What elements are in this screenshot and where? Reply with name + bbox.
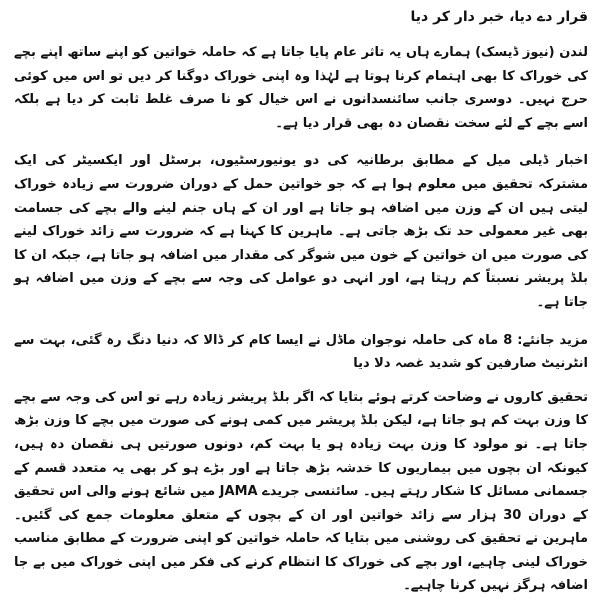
related-article-link[interactable]: مزید جانئے: 8 ماہ کی حاملہ نوجوان ماڈل نے ایسا کام کر ڈالا کہ دنیا دنگ رہ گئی، بہت سے انٹرنیٹ صارفین کو شدید غصہ دلا دیا xyxy=(14,332,589,372)
article-paragraph: لندن (نیوز ڈیسک) ہمارے ہاں یہ تاثر عام پایا جاتا ہے کہ حاملہ خواتین کو اپنے ساتھ اپنے بچے کی خوراک کا بھی اہتمام کرنا ہوتا ہے لہٰذا وہ اپنی خوراک دوگنا کر دیں تو اس میں کوئی حرج نہیں۔ دوسری جانب سائنسدانوں نے اس خیال کو نا صرف غلط ثابت کر دیا ہے بلکہ اسے بچے کے لئے سخت نقصان دہ بھی قرار دیا ہے۔ xyxy=(14,45,588,131)
article-paragraph: اخبار ڈیلی میل کے مطابق برطانیہ کی دو یونیورسٹیوں، برسٹل اور ایکسیٹر کی ایک مشترکہ تحقیق میں معلوم ہوا ہے کہ جو خواتین حمل کے دوران ضرورت سے زیادہ خوراک لیتی ہیں ان کے وزن میں اضافہ ہو جاتا ہے اور ان کے ہاں جنم لینے والے بچے کی جسامت بھی غیر معمولی حد تک بڑھ جاتی ہے۔ ماہرین کا کہنا ہے کہ ضرورت سے زائد خوراک لینے کی صورت میں ان خواتین کے خون میں شوگر کی مقدار میں اضافہ ہو جاتا ہے، جبکہ ان کا بلڈ پریشر نسبتاً کم رہتا ہے، اور انہی دو عوامل کی وجہ سے بچے کے وزن میں اضافہ ہو جاتا ہے۔ xyxy=(14,153,588,310)
article-paragraph: تحقیق کاروں نے وضاحت کرتے ہوئے بتایا کہ اگر بلڈ پریشر زیادہ رہے تو اس کی وجہ سے بچے کا وزن بہت کم ہو جاتا ہے، لیکن بلڈ پریشر میں کمی ہونے کی صورت میں بچے کا وزن بڑھ جاتا ہے۔ نو مولود کا وزن بہت زیادہ ہو یا بہت کم، دونوں صورتیں ہی نقصان دہ ہیں، کیونکہ ان بچوں میں بیماریوں کا خدشہ بڑھ جاتا ہے اور بڑے ہو کر بھی یہ متعدد قسم کے جسمانی مسائل کا شکار رہتے ہیں۔ سائنسی جریدے JAMA میں شائع ہونے والی اس تحقیق کے دوران 30 ہزار سے زائد خواتین اور ان کے بچوں کے متعلق معلومات جمع کی گئیں۔ ماہرین نے تحقیق کی روشنی میں بتایا کہ حاملہ خواتین کو اپنی ضرورت کے مطابق مناسب خوراک لینی چاہیے، اور بچے کی خوراک کا انتظام کرنے کی فکر میں اپنی خوراک میں بے جا اضافہ ہرگز نہیں کرنا چاہیے۔ xyxy=(14,389,588,594)
article-title: قرار دے دیا، خبر دار کر دیا xyxy=(410,9,588,25)
